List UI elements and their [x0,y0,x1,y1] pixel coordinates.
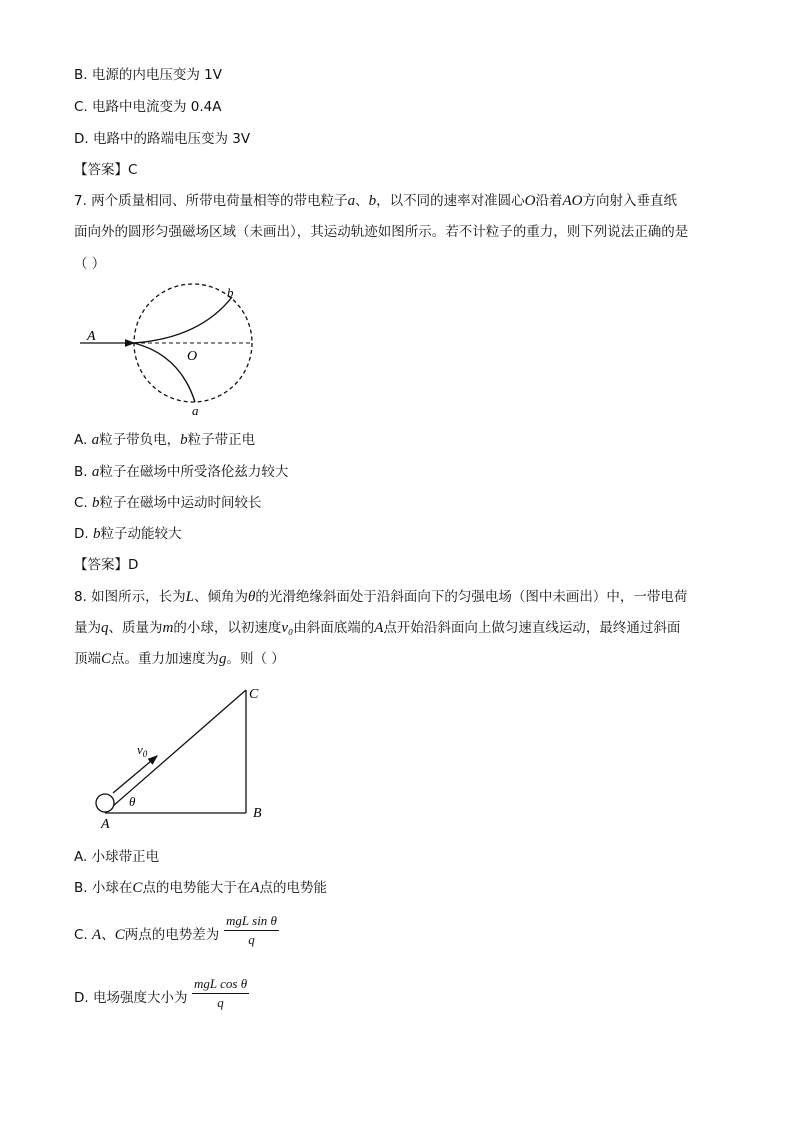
q7-text: B. [74,464,92,480]
var-A: A [250,880,260,896]
var-b: b [180,432,188,448]
label-A: A [101,817,110,832]
q8-option-c-fraction [224,913,279,948]
q7-text: A. [74,432,92,448]
q8-option-a: A. 小球带正电 [74,849,160,865]
q8-text: C. [74,927,93,943]
q8-text: 由斜面底端的 [293,620,375,636]
var-C: C [101,651,112,667]
q8-stem-line1 [74,587,687,607]
answer-tag: 【答案】 [74,162,128,178]
q8-option-d-fraction [192,976,249,1011]
q8-figure [85,680,285,840]
label-B: B [253,806,262,821]
label-theta: θ [129,794,136,809]
q6-option-c: C. 电路中电流变为 0.4A [74,99,222,115]
q8-text: 量为 [74,620,101,636]
var-a: a [91,464,100,480]
q8-text: 的光滑绝缘斜面处于沿斜面向下的匀强电场（图中未画出）中，一带电荷 [255,589,688,605]
q7-option-b [74,462,288,482]
label-v0: $v_0$ [137,742,148,759]
q8-text: 8. 如图所示，长为 [74,589,186,605]
fraction-numerator: mgL cos θ [192,976,249,994]
var-v0: v₀ [281,620,294,636]
var-O: O [524,193,536,209]
q7-text: 方向射入垂直纸 [582,193,678,209]
q7-text: 粒子动能较大 [100,526,182,542]
label-b: b [227,285,234,300]
q8-text: 点开始沿斜面向上做匀速直线运动，最终通过斜面 [383,620,681,636]
q8-text: 、倾角为 [194,589,249,605]
trajectory-a [134,343,198,402]
var-b: b [368,193,377,209]
var-q: q [101,620,109,636]
q8-text: 、质量为 [108,620,163,636]
var-g: g [219,651,227,667]
answer-tag: 【答案】 [74,557,128,573]
answer-value: D [128,557,139,573]
q8-option-d: D. 电场强度大小为 [74,990,188,1006]
q7-text: 粒子在磁场中运动时间较长 [99,495,262,511]
q7-text: 7. 两个质量相同、所带电荷量相等的带电粒子 [74,193,348,209]
fraction-numerator: mgL sin θ [224,913,279,931]
label-a: a [192,403,199,418]
q8-stem-line3 [74,649,285,669]
q6-option-d: D. 电路中的路端电压变为 3V [74,131,251,147]
var-theta: θ [248,589,256,605]
q7-option-a [74,430,255,450]
var-AO: AO [562,193,583,209]
q8-text: 点的电势能 [259,880,328,896]
incline-AC [105,690,246,813]
var-a: a [91,432,100,448]
var-b: b [92,526,101,542]
q8-text: 。则（ ） [226,651,285,667]
ball [96,794,114,812]
var-m: m [162,620,174,636]
q8-option-b [74,878,327,898]
q7-text: D. [74,526,93,542]
q7-text: ，以不同的速率对准圆心 [376,193,525,209]
q6-answer [74,160,137,180]
q7-answer [74,555,138,575]
q7-stem-line1 [74,191,677,211]
q8-text: 点。重力加速度为 [111,651,220,667]
var-A: A [374,620,384,636]
var-a: a [347,193,356,209]
fraction-denominator: q [217,995,224,1010]
q8-text: 顶端 [74,651,101,667]
q7-stem-line2: 面向外的圆形匀强磁场区域（未画出），其运动轨迹如图所示。若不计粒子的重力，则下列说法正确的是 [74,224,689,240]
var-C: C [132,880,143,896]
q8-text: 两点的电势差为 [124,927,220,943]
q7-text: 粒子在磁场中所受洛伦兹力较大 [99,464,289,480]
label-C: C [249,687,259,702]
q8-text: 点的电势能大于在 [142,880,251,896]
q8-text: 、 [101,927,115,943]
q7-text: C. [74,495,93,511]
q7-option-c [74,493,262,513]
q7-text: 、 [355,193,369,209]
q8-stem-line2 [74,618,680,638]
q8-text: B. 小球在 [74,880,133,896]
fraction-denominator: q [248,932,255,947]
q7-text: 沿着 [535,193,563,209]
q7-option-d [74,524,181,544]
q8-text: 的小球，以初速度 [173,620,282,636]
q7-figure [70,280,270,420]
label-O: O [187,349,198,364]
var-L: L [185,589,195,605]
var-A: A [92,927,102,943]
answer-value: C [128,162,138,178]
var-C: C [114,927,125,943]
var-b: b [92,495,100,511]
q7-text: 粒子带正电 [187,432,256,448]
label-A: A [87,329,96,344]
q7-text: 粒子带负电， [99,432,181,448]
q6-option-b: B. 电源的内电压变为 1V [74,67,222,83]
q7-stem-line3: （ ） [74,256,106,272]
q8-option-c [74,925,219,945]
